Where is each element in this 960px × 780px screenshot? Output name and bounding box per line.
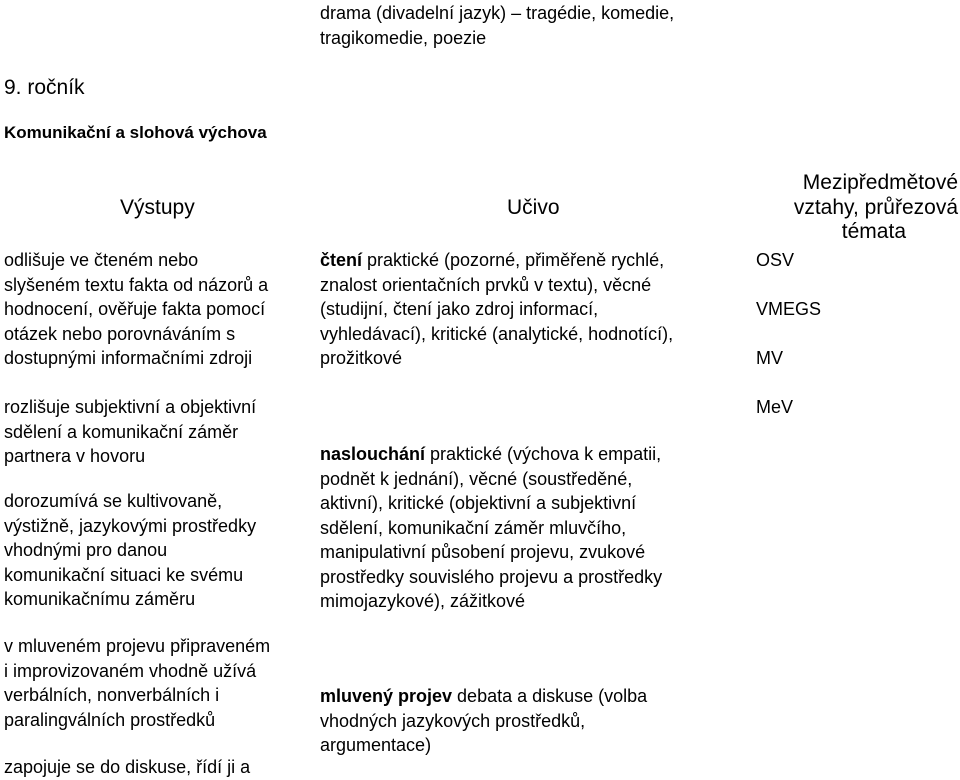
text-line: rozlišuje subjektivní a objektivní	[4, 397, 257, 417]
header-line: Mezipředmětové	[802, 171, 958, 194]
row3-curriculum	[320, 684, 647, 758]
text-line: paralingválních prostředků	[4, 709, 216, 730]
header-line: vztahy, průřezová	[793, 195, 958, 219]
text-line: odlišuje ve čteném nebo	[4, 250, 199, 270]
text-line: prostředky souvislého projevu a prostředky	[320, 566, 663, 587]
text-line	[320, 684, 647, 709]
text-line: vyhledávací), kritické (analytické, hodnotící),	[320, 323, 674, 344]
text-line: sdělení a komunikační záměr	[4, 421, 239, 442]
subject-heading: Komunikační a slohová výchova	[4, 123, 267, 142]
header-line: témata	[841, 220, 906, 243]
text-line: partnera v hovoru	[4, 446, 146, 466]
text-line: prožitkové	[320, 348, 403, 368]
row1-curriculum	[320, 248, 673, 371]
text-line: znalost orientačních prvků v textu), věcné	[320, 274, 652, 295]
text-line	[320, 248, 673, 273]
text-line: tragikomedie, poezie	[320, 27, 487, 48]
text-line: i improvizovaném vhodně užívá	[4, 660, 257, 681]
text-line: komunikačnímu záměru	[4, 589, 196, 609]
term-bold: naslouchání	[320, 444, 426, 464]
row2-curriculum	[320, 442, 662, 614]
top-continuation	[320, 1, 674, 50]
text-line: verbálních, nonverbálních i	[4, 685, 220, 705]
text-line: (studijní, čtení jako zdroj informací,	[320, 299, 599, 319]
text-line: v mluveném projevu připraveném	[4, 636, 271, 656]
text-line: zapojuje se do diskuse, řídí ji a	[4, 757, 251, 777]
text-line: slyšeném textu fakta od názorů a	[4, 274, 269, 295]
row3-outputs-a	[4, 634, 270, 732]
cross-mv: MV	[756, 348, 783, 368]
header-outputs: Výstupy	[120, 196, 195, 219]
text-line	[320, 442, 662, 467]
text-line: výstižně, jazykovými prostředky	[4, 515, 257, 536]
text-line: podnět k jednání), věcné (soustředěné,	[320, 468, 633, 489]
text-line: aktivní), kritické (objektivní a subjektivní	[320, 493, 637, 513]
text-line: hodnocení, ověřuje fakta pomocí	[4, 299, 266, 319]
term-description: praktické (pozorné, přiměřeně rychlé,	[362, 250, 665, 270]
text-line: otázek nebo porovnáváním s	[4, 323, 236, 344]
text-line: vhodnými pro danou	[4, 540, 168, 560]
text-line: dorozumívá se kultivovaně,	[4, 491, 223, 511]
term-bold: mluvený projev	[320, 686, 453, 706]
term-description: debata a diskuse (volba	[452, 686, 648, 706]
text-line: sdělení, komunikační záměr mluvčího,	[320, 517, 627, 538]
text-line: dostupnými informačními zdroji	[4, 348, 253, 368]
text-line: vhodných jazykových prostředků,	[320, 710, 586, 731]
text-line: manipulativní působení projevu, zvukové	[320, 542, 646, 562]
term-description: praktické (výchova k empatii,	[425, 444, 662, 464]
text-line: drama (divadelní jazyk) – tragédie, komedie,	[320, 3, 675, 23]
text-line: mimojazykové), zážitkové	[320, 591, 526, 611]
header-curriculum: Učivo	[507, 196, 560, 219]
row2-outputs-b	[4, 489, 256, 612]
row1-outputs	[4, 248, 268, 371]
grade-heading: 9. ročník	[4, 76, 85, 99]
cross-vmegs: VMEGS	[756, 299, 822, 319]
text-line: komunikační situaci ke svému	[4, 564, 244, 585]
term-bold: čtení	[320, 250, 363, 270]
cross-osv: OSV	[756, 250, 795, 270]
text-line: argumentace)	[320, 735, 432, 755]
row2-outputs-a	[4, 395, 256, 469]
header-cross-curricular	[740, 171, 958, 245]
cross-mev: MeV	[756, 397, 794, 417]
row3-outputs-b	[4, 755, 250, 780]
